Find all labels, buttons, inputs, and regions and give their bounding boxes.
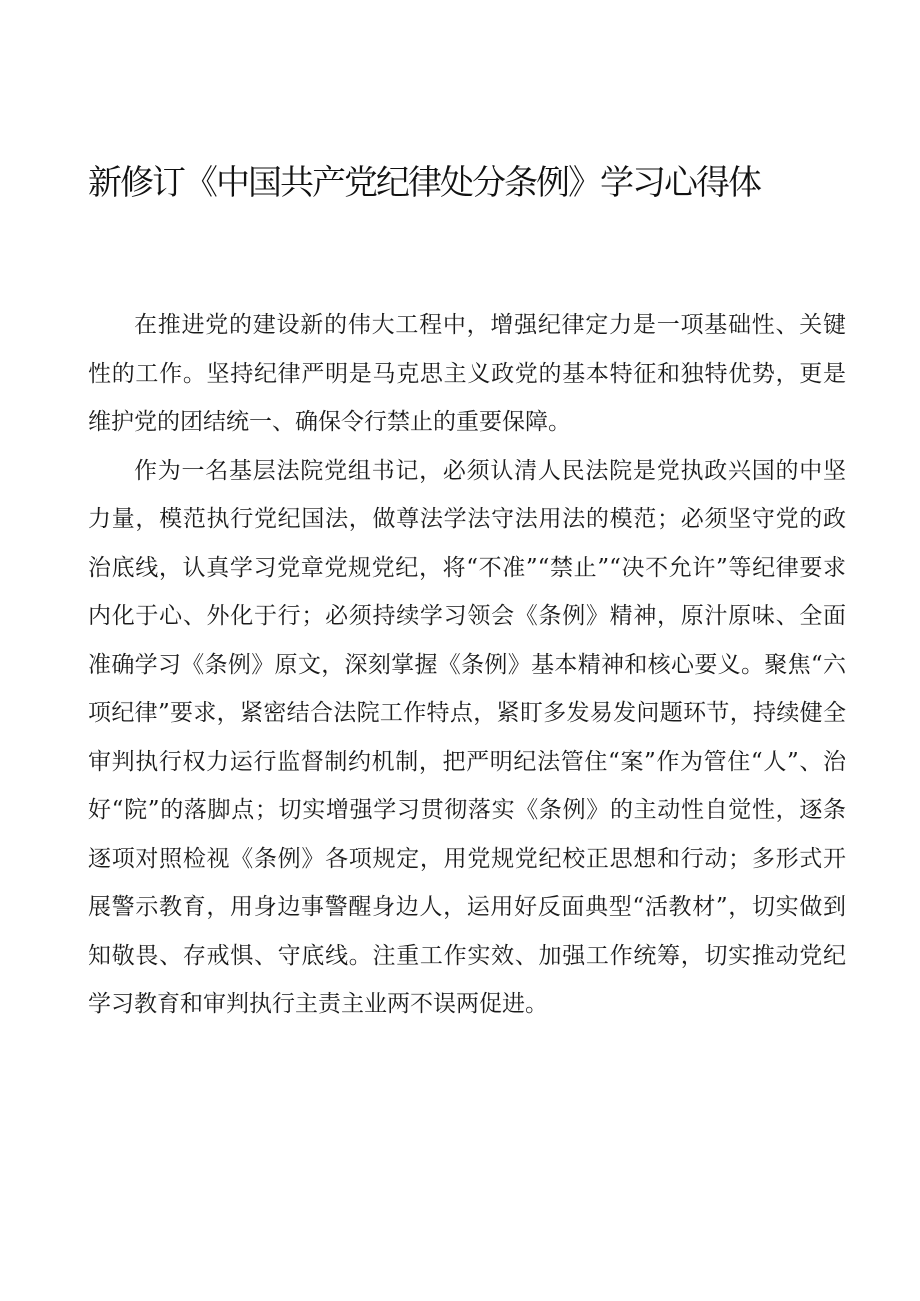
paragraph-2: 作为一名基层法院党组书记，必须认清人民法院是党执政兴国的中坚力量，模范执行党纪国法，做尊法学法守法用法的模范；必须坚守党的政治底线，认真学习党章党规党纪，将“不准”“禁止”“决不允许”等纪律要求内化于心、外化于行；必须持续学习领会《条例》精神，原汁原味、全面准确学习《条例》原文，深刻掌握《条例》基本精神和核心要义。聚焦“六项纪律”要求，紧密结合法院工作特点，紧盯多发易发问题环节，持续健全审判执行权力运行监督制约机制，把严明纪法管住“案”作为管住“人”、治好“院”的落脚点；切实增强学习贯彻落实《条例》的主动性自觉性，逐条逐项对照检视《条例》各项规定，用党规党纪校正思想和行动；多形式开展警示教育，用身边事警醒身边人，运用好反面典型“活教材”，切实做到知敬畏、存戒惧、守底线。注重工作实效、加强工作统筹，切实推动党纪学习教育和审判执行主责主业两不误两促进。 bbox=[88, 457, 846, 1017]
document-body bbox=[88, 301, 846, 1029]
paragraph-1: 在推进党的建设新的伟大工程中，增强纪律定力是一项基础性、关键性的工作。坚持纪律严明是马克思主义政党的基本特征和独特优势，更是维护党的团结统一、确保令行禁止的重要保障。 bbox=[88, 312, 846, 435]
document-title: 新修订《中国共产党纪律处分条例》学习心得体 bbox=[88, 163, 760, 203]
